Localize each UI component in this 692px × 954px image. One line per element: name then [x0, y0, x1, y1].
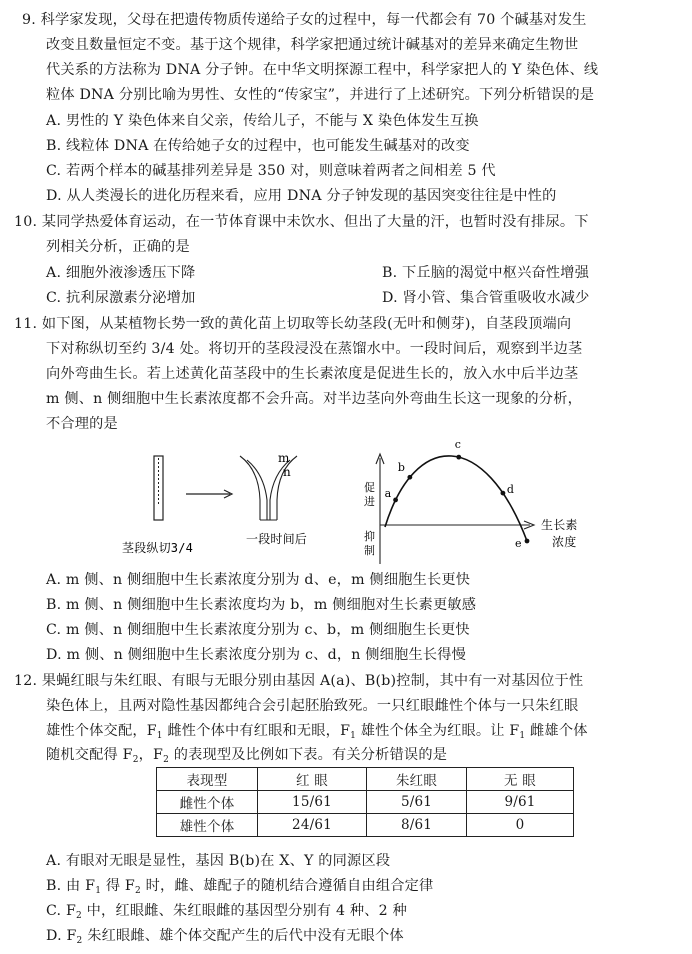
label-n: n [283, 465, 291, 479]
q9-option-b: B. 线粒体 DNA 在传给她子女的过程中，也可能发生碱基对的改变 [46, 138, 470, 154]
x-label-2: 浓度 [552, 535, 577, 549]
curve-point-c [456, 455, 461, 460]
table-cell: 15/61 [258, 791, 367, 814]
text: 朱红眼雌、雄个体交配产生的后代中没有无眼个体 [82, 928, 404, 944]
table-header-cell: 无 眼 [467, 768, 574, 791]
q11-stem-line: 向外弯曲生长。若上述黄化苗茎段中的生长素浓度是促进生长的，放入水中后半边茎 [46, 366, 579, 382]
text: 随机交配得 F [46, 747, 133, 763]
curve-point-e [525, 539, 530, 544]
q10-stem-line: 列相关分析，正确的是 [46, 239, 190, 255]
label-m: m [278, 451, 290, 465]
bent-stem-left-outer [240, 456, 260, 520]
table-cell: 24/61 [258, 814, 367, 837]
q9-stem-line: 粒体 DNA 分别比喻为男性、女性的“传家宝”，并进行了上述研究。下列分析错误的是 [46, 87, 595, 103]
curve-point-label-b: b [397, 461, 406, 475]
table-cell: 8/61 [367, 814, 467, 837]
q11-stem-line: 11. 如下图，从某植物长势一致的黄化苗上切取等长幼茎段(无叶和侧芽)，自茎段顶端向 [14, 316, 572, 332]
q11-option-b: B. m 侧、n 侧细胞中生长素浓度均为 b，m 侧细胞对生长素更敏感 [46, 597, 477, 613]
bent-stem-left-inner [247, 460, 267, 520]
curve-point-b [407, 475, 412, 480]
caption-after: 一段时间后 [246, 532, 308, 546]
curve-point-label-a: a [384, 486, 392, 500]
table-header-row [157, 768, 574, 791]
text: B. 由 F [46, 878, 96, 894]
subscript: 1 [350, 731, 357, 741]
q11-stem-line: 下对称纵切至约 3/4 处。将切开的茎段浸没在蒸馏水中。一段时间后，观察到半边茎 [46, 341, 583, 357]
subscript: 2 [134, 886, 141, 896]
table-cell: 雄性个体 [157, 814, 258, 837]
subscript: 1 [519, 731, 526, 741]
table-cell: 9/61 [467, 791, 574, 814]
y-label-promote-2: 进 [364, 495, 376, 508]
table-header-cell: 表现型 [157, 768, 258, 791]
x-label-1: 生长素 [541, 518, 578, 532]
caption-cut: 茎段纵切3/4 [122, 541, 194, 555]
q10-option-b: B. 下丘脑的渴觉中枢兴奋性增强 [382, 265, 590, 281]
q11-option-a: A. m 侧、n 侧细胞中生长素浓度分别为 d、e，m 侧细胞生长更快 [46, 572, 471, 588]
subscript: 2 [132, 755, 139, 765]
q9-option-a: A. 男性的 Y 染色体来自父亲，传给儿子，不能与 X 染色体发生互换 [46, 113, 479, 129]
subscript: 2 [163, 755, 170, 765]
text: C. F [46, 903, 77, 919]
q10-option-a: A. 细胞外液渗透压下降 [46, 265, 196, 281]
table-row [157, 814, 574, 837]
q9-option-d: D. 从人类漫长的进化历程来看，应用 DNA 分子钟发现的基因突变往往是中性的 [46, 188, 557, 204]
q12-option-c [46, 900, 407, 927]
q9-stem-line: 代关系的方法称为 DNA 分子钟。在中华文明探源工程中，科学家把人的 Y 染色体、线 [46, 62, 599, 78]
subscript: 2 [76, 911, 82, 921]
q10-option-c: C. 抗利尿激素分泌增加 [46, 290, 196, 306]
q11-option-d: D. m 侧、n 侧细胞中生长素浓度分别为 c、d，n 侧细胞生长得慢 [46, 647, 466, 663]
q12-stem-line: 染色体上，且两对隐性基因都纯合会引起胚胎致死。一只红眼雌性个体与一只朱红眼 [46, 698, 579, 714]
text: 雌性个体中有红眼和无眼，F [162, 723, 351, 739]
q11-figure [122, 438, 610, 566]
text: 雄性个体全为红眼。让 F [356, 723, 520, 739]
curve-point-d [501, 491, 506, 496]
table-cell: 5/61 [367, 791, 467, 814]
q9-option-c: C. 若两个样本的碱基排列差异是 350 对，则意味着两者之间相差 5 代 [46, 163, 496, 179]
subscript: 2 [76, 936, 83, 946]
curve-point-label-d: d [506, 483, 515, 497]
text: 时，雌、雄配子的随机结合遵循自由组合定律 [140, 878, 434, 894]
text: 雌雄个体 [525, 723, 588, 739]
text: 中，红眼雌、朱红眼雌的基因型分别有 4 种、2 种 [81, 903, 407, 919]
subscript: 1 [156, 731, 163, 741]
curve-point-label-e: e [515, 537, 522, 550]
q12-option-b [46, 875, 433, 902]
curve-point-a [393, 498, 398, 503]
q11-stem-line: m 侧、n 侧细胞中生长素浓度都不会升高。对半边茎向外弯曲生长这一现象的分析， [46, 391, 582, 407]
q11-option-c: C. m 侧、n 侧细胞中生长素浓度分别为 c、b，m 侧细胞生长更快 [46, 622, 470, 638]
q10-stem-line: 10. 某同学热爱体育运动，在一节体育课中未饮水、但出了大量的汗，也暂时没有排尿。下 [14, 214, 589, 230]
q9-stem-line: 9. 科学家发现，父母在把遗传物质传递给子女的过程中，每一代都会有 70 个碱基对发生 [22, 12, 587, 28]
subscript: 1 [95, 886, 102, 896]
q12-stem-line [46, 720, 588, 747]
q12-option-a: A. 有眼对无眼是显性，基因 B(b)在 X、Y 的同源区段 [46, 853, 391, 869]
growth-curve [385, 456, 527, 541]
q12-stem-line: 12. 果蝇红眼与朱红眼、有眼与无眼分别由基因 A(a)、B(b)控制，其中有一对基因位于性 [14, 673, 584, 689]
q12-option-d [46, 925, 404, 952]
phenotype-table [156, 767, 574, 837]
q10-option-d: D. 肾小管、集合管重吸收水减少 [382, 290, 590, 306]
q9-stem-line: 改变且数量恒定不变。基于这个规律，科学家把通过统计碱基对的差异来确定生物世 [46, 37, 579, 53]
y-label-inhibit-2: 制 [364, 544, 376, 557]
y-label-inhibit-1: 抑 [364, 530, 376, 543]
text: ，F [138, 747, 164, 763]
table-cell: 雌性个体 [157, 791, 258, 814]
text: 得 F [101, 878, 135, 894]
y-label-promote-1: 促 [364, 481, 376, 494]
table-cell: 0 [467, 814, 574, 837]
text: D. F [46, 928, 77, 944]
q11-stem-line: 不合理的是 [46, 416, 118, 432]
table-row [157, 791, 574, 814]
text: 雄性个体交配，F [46, 723, 157, 739]
text: 的表现型及比例如下表。有关分析错误的是 [169, 747, 448, 763]
table-header-cell: 朱红眼 [367, 768, 467, 791]
curve-point-label-c: c [454, 438, 462, 452]
curve-points [385, 438, 530, 550]
table-header-cell: 红 眼 [258, 768, 367, 791]
